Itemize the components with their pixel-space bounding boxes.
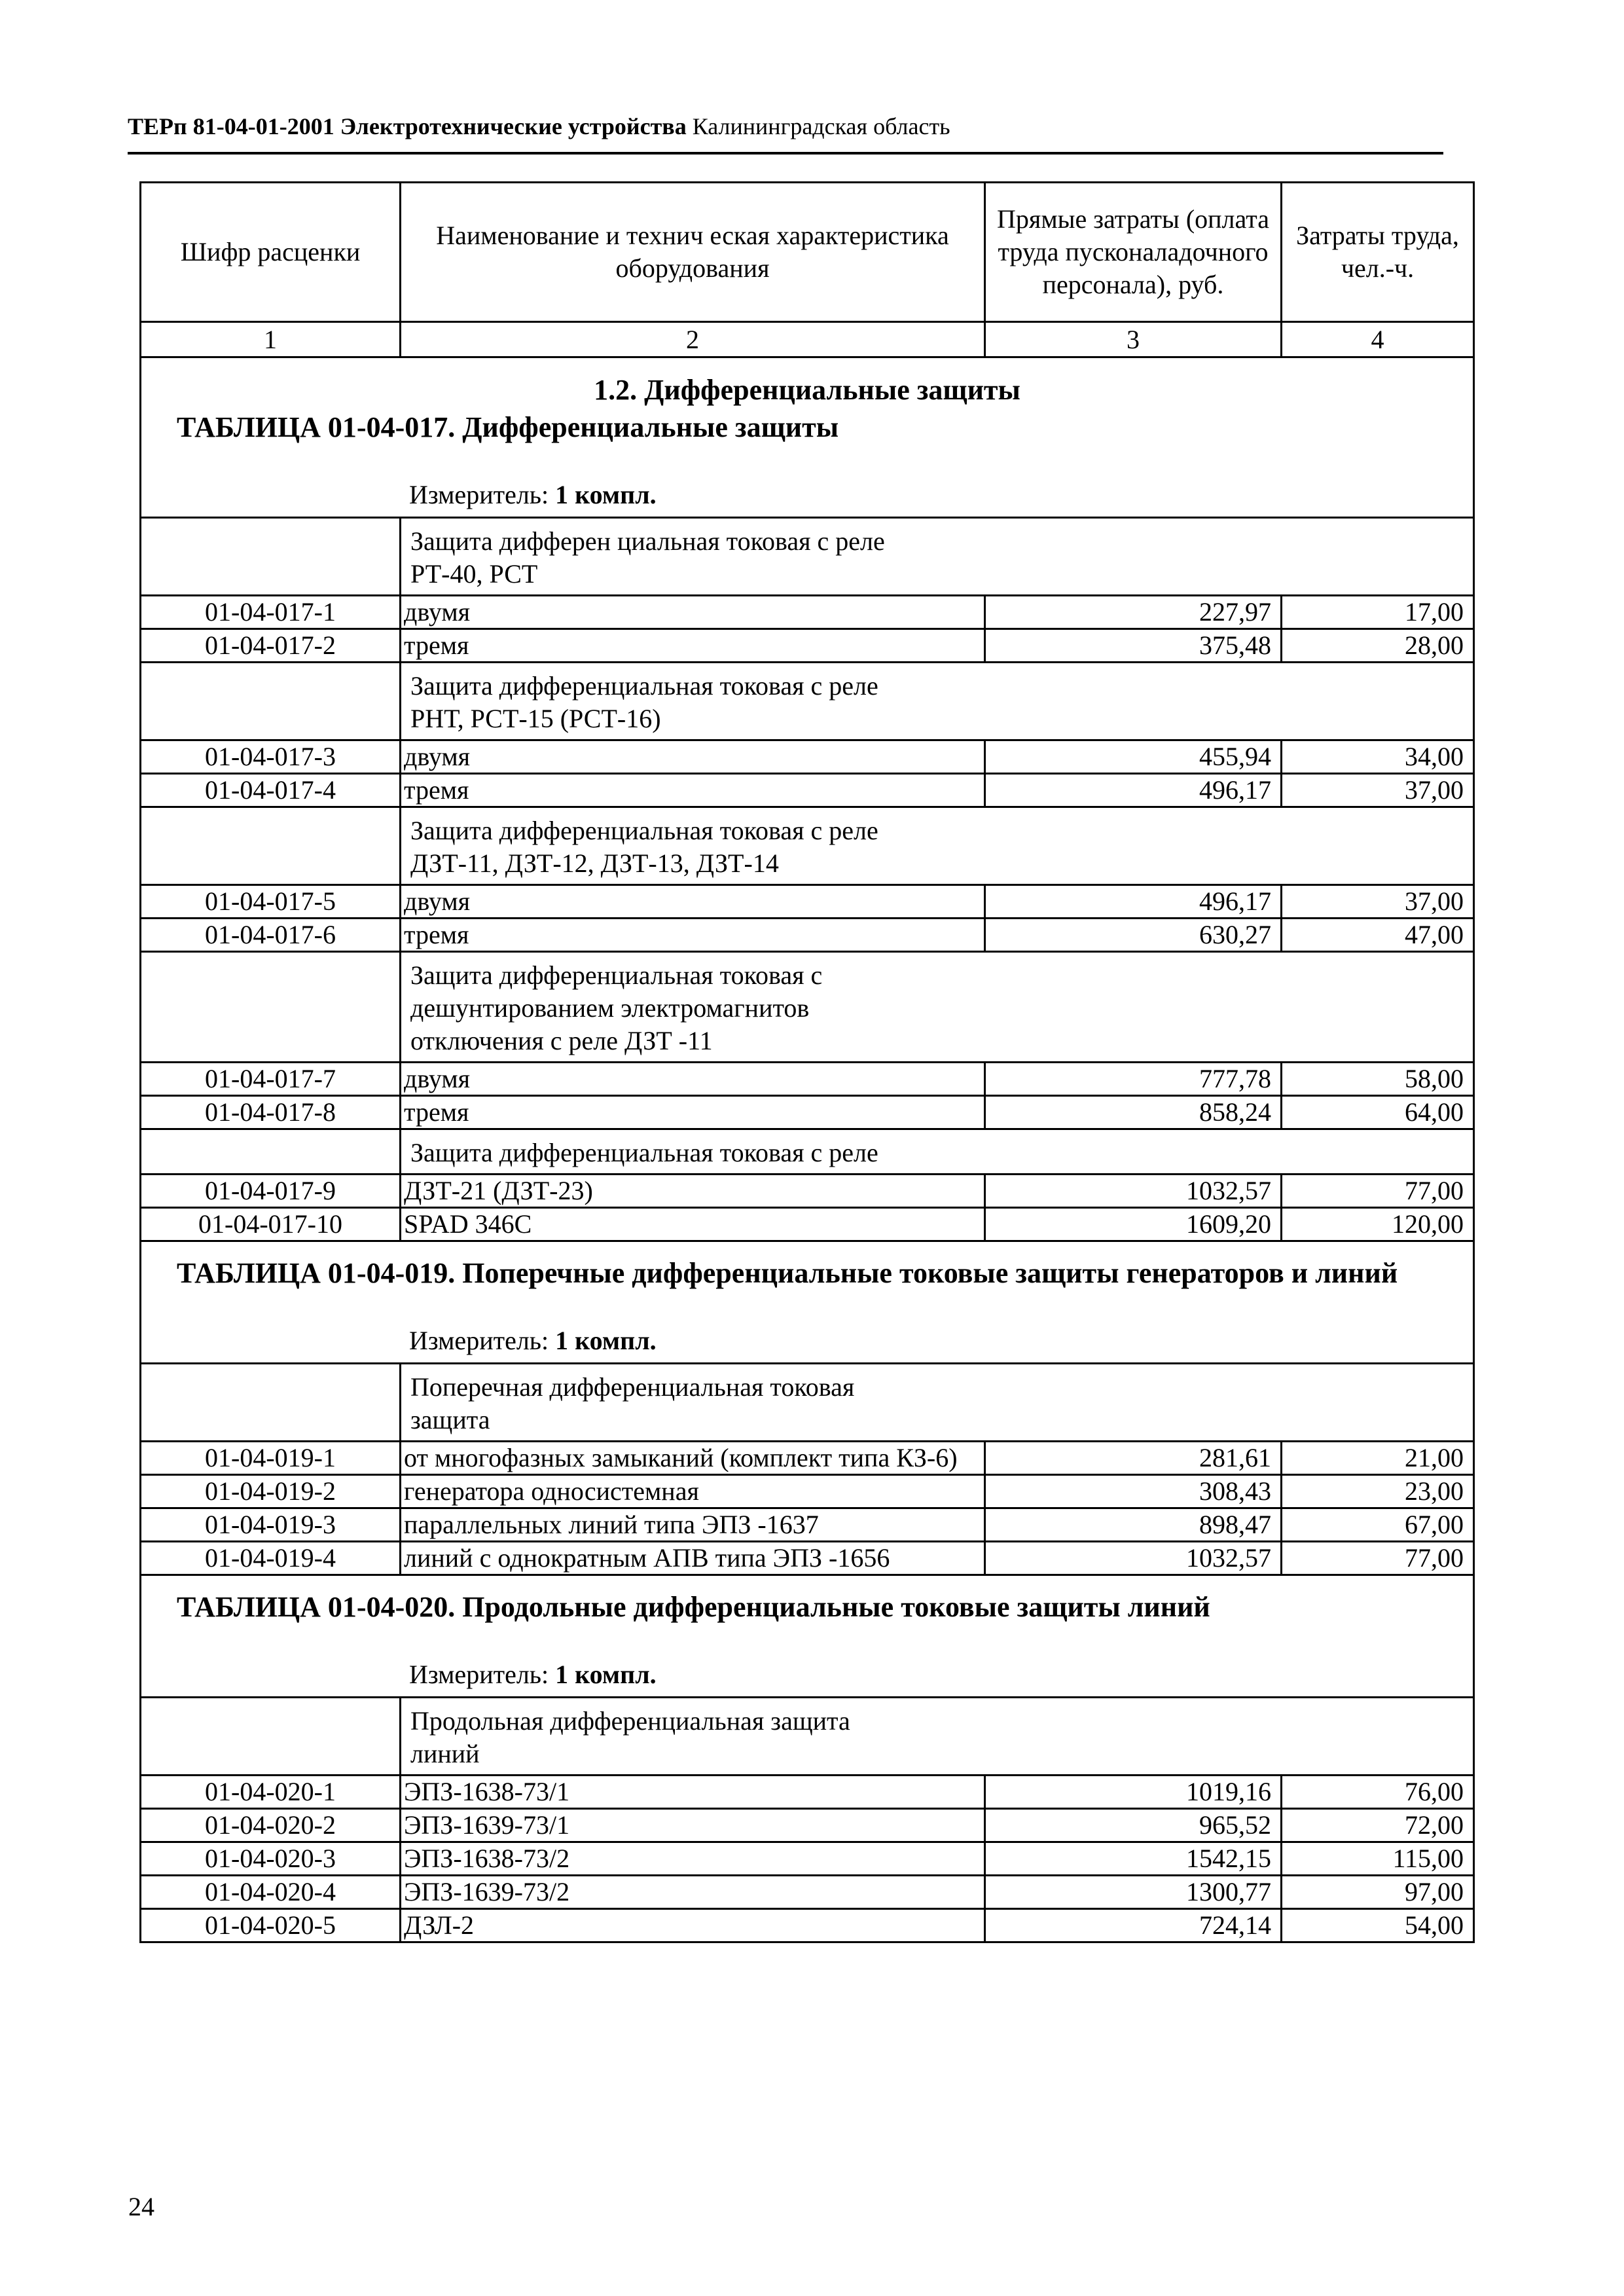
item-description: ЭПЗ-1638-73/1 [401,1776,985,1809]
group-row [141,952,1474,1063]
column-header-cost: Прямые затраты (оплата труда пусконаладочного персонала), руб. [985,183,1282,322]
table-row [141,1776,1474,1809]
meter-line [157,1658,1457,1691]
rate-code: 01-04-017-7 [141,1063,401,1096]
group-row [141,663,1474,740]
item-description: ЭПЗ-1639-73/1 [401,1809,985,1842]
page-number: 24 [128,2192,154,2221]
group-label: Защита дифференциальная токовая с реле РНТ, РСТ-15 (РСТ-16) [410,671,878,733]
item-description: от многофазных замыканий (комплект типа КЗ-6) [401,1442,985,1475]
labor-cost: 34,00 [1282,740,1474,774]
rate-code: 01-04-017-4 [141,774,401,807]
rate-code: 01-04-019-3 [141,1508,401,1542]
labor-cost: 72,00 [1282,1809,1474,1842]
doc-code: ТЕРп 81-04-01-2001 Электротехнические устройства [128,113,687,139]
column-header-name: Наименование и технич еская характеристика оборудования [401,183,985,322]
column-number: 3 [985,322,1282,357]
meter-label: Измеритель: [409,480,549,509]
direct-cost: 375,48 [985,629,1282,663]
direct-cost: 455,94 [985,740,1282,774]
price-table-body [141,183,1474,1942]
group-code-cell [141,1698,401,1776]
group-label: Защита дифференциальная токовая с реле ДЗТ-11, ДЗТ-12, ДЗТ-13, ДЗТ-14 [410,816,878,878]
meter-value: 1 компл. [555,1326,657,1355]
rate-code: 01-04-017-3 [141,740,401,774]
table-row [141,1208,1474,1241]
meter-value: 1 компл. [555,480,657,509]
direct-cost: 1032,57 [985,1175,1282,1208]
group-label: Защита дифференциальная токовая с реле [410,1138,878,1167]
group-row [141,518,1474,596]
column-number: 1 [141,322,401,357]
item-description: ЭПЗ-1638-73/2 [401,1842,985,1876]
table-row [141,919,1474,952]
labor-cost: 17,00 [1282,596,1474,629]
direct-cost: 630,27 [985,919,1282,952]
header-row [141,183,1474,322]
group-label-cell [401,952,1474,1063]
labor-cost: 97,00 [1282,1876,1474,1909]
direct-cost: 496,17 [985,885,1282,919]
section-title: 1.2. Дифференциальные защиты [594,374,1020,406]
group-label: Защита дифферен циальная токовая с реле РТ-40, РСТ [410,526,885,589]
labor-cost: 120,00 [1282,1208,1474,1241]
rate-code: 01-04-017-1 [141,596,401,629]
table-row [141,1909,1474,1942]
item-description: генератора односистемная [401,1475,985,1508]
table-row [141,1475,1474,1508]
labor-cost: 37,00 [1282,774,1474,807]
direct-cost: 1609,20 [985,1208,1282,1241]
group-row [141,1364,1474,1442]
direct-cost: 308,43 [985,1475,1282,1508]
direct-cost: 227,97 [985,596,1282,629]
table-row [141,774,1474,807]
direct-cost: 777,78 [985,1063,1282,1096]
table-section [141,1241,1474,1364]
direct-cost: 858,24 [985,1096,1282,1129]
table-title: ТАБЛИЦА 01-04-019. Поперечные дифференциальные токовые защиты генераторов и линий [177,1257,1398,1289]
meter-label: Измеритель: [409,1660,549,1689]
table-row [141,1809,1474,1842]
price-table [139,181,1475,1943]
item-description: ЭПЗ-1639-73/2 [401,1876,985,1909]
table-section [141,357,1474,518]
table-row [141,885,1474,919]
item-description: линий с однократным АПВ типа ЭПЗ -1656 [401,1542,985,1575]
labor-cost: 21,00 [1282,1442,1474,1475]
table-row [141,596,1474,629]
direct-cost: 724,14 [985,1909,1282,1942]
meter-line [157,1324,1457,1357]
table-title: ТАБЛИЦА 01-04-017. Дифференциальные защиты [177,411,839,443]
table-row [141,1542,1474,1575]
group-label-cell [401,518,1474,596]
item-description: тремя [401,629,985,663]
table-row [141,1063,1474,1096]
group-label-cell [401,807,1474,885]
rate-code: 01-04-020-4 [141,1876,401,1909]
group-code-cell [141,1129,401,1175]
labor-cost: 37,00 [1282,885,1474,919]
group-label: Защита дифференциальная токовая с дешунтированием электромагнитов отключения с реле ДЗТ -11 [410,960,823,1055]
item-description: тремя [401,774,985,807]
group-code-cell [141,1364,401,1442]
column-number: 2 [401,322,985,357]
item-description: двумя [401,740,985,774]
rate-code: 01-04-017-10 [141,1208,401,1241]
labor-cost: 58,00 [1282,1063,1474,1096]
table-row [141,1175,1474,1208]
item-description: двумя [401,885,985,919]
direct-cost: 965,52 [985,1809,1282,1842]
direct-cost: 1032,57 [985,1542,1282,1575]
group-code-cell [141,663,401,740]
rate-code: 01-04-020-3 [141,1842,401,1876]
column-number-row [141,322,1474,357]
group-code-cell [141,952,401,1063]
rate-code: 01-04-017-2 [141,629,401,663]
table-section-row [141,1241,1474,1364]
meter-value: 1 компл. [555,1660,657,1689]
meter-label: Измеритель: [409,1326,549,1355]
rate-code: 01-04-019-4 [141,1542,401,1575]
item-description: тремя [401,1096,985,1129]
column-header-labor: Затраты труда, чел.-ч. [1282,183,1474,322]
rate-code: 01-04-020-1 [141,1776,401,1809]
group-row [141,807,1474,885]
rate-code: 01-04-019-2 [141,1475,401,1508]
labor-cost: 28,00 [1282,629,1474,663]
table-section-row [141,1575,1474,1698]
group-label-cell [401,663,1474,740]
running-header [128,113,1443,155]
labor-cost: 77,00 [1282,1542,1474,1575]
labor-cost: 67,00 [1282,1508,1474,1542]
group-row [141,1698,1474,1776]
rate-code: 01-04-017-5 [141,885,401,919]
table-section-row [141,357,1474,518]
group-code-cell [141,518,401,596]
item-description: ДЗТ-21 (ДЗТ-23) [401,1175,985,1208]
labor-cost: 115,00 [1282,1842,1474,1876]
labor-cost: 64,00 [1282,1096,1474,1129]
group-label-cell [401,1129,1474,1175]
direct-cost: 1542,15 [985,1842,1282,1876]
direct-cost: 1300,77 [985,1876,1282,1909]
table-section [141,1575,1474,1698]
table-row [141,740,1474,774]
table-row [141,1508,1474,1542]
labor-cost: 54,00 [1282,1909,1474,1942]
table-row [141,1442,1474,1475]
group-code-cell [141,807,401,885]
labor-cost: 23,00 [1282,1475,1474,1508]
rate-code: 01-04-017-8 [141,1096,401,1129]
meter-line [157,479,1457,511]
direct-cost: 1019,16 [985,1776,1282,1809]
item-description: двумя [401,1063,985,1096]
group-label: Продольная дифференциальная защита линий [410,1706,850,1768]
column-number: 4 [1282,322,1474,357]
group-row [141,1129,1474,1175]
group-label: Поперечная дифференциальная токовая защита [410,1372,855,1434]
item-description: SPAD 346C [401,1208,985,1241]
item-description: ДЗЛ-2 [401,1909,985,1942]
table-row [141,1876,1474,1909]
group-label-cell [401,1698,1474,1776]
direct-cost: 898,47 [985,1508,1282,1542]
item-description: параллельных линий типа ЭПЗ -1637 [401,1508,985,1542]
item-description: двумя [401,596,985,629]
rate-code: 01-04-017-9 [141,1175,401,1208]
rate-code: 01-04-020-5 [141,1909,401,1942]
table-row [141,1096,1474,1129]
labor-cost: 76,00 [1282,1776,1474,1809]
labor-cost: 77,00 [1282,1175,1474,1208]
rate-code: 01-04-020-2 [141,1809,401,1842]
table-row [141,1842,1474,1876]
table-row [141,629,1474,663]
rate-code: 01-04-017-6 [141,919,401,952]
table-title: ТАБЛИЦА 01-04-020. Продольные дифференциальные токовые защиты линий [177,1591,1210,1623]
rate-code: 01-04-019-1 [141,1442,401,1475]
item-description: тремя [401,919,985,952]
direct-cost: 496,17 [985,774,1282,807]
column-header-code: Шифр расценки [141,183,401,322]
region: Калининградская область [692,113,950,139]
labor-cost: 47,00 [1282,919,1474,952]
direct-cost: 281,61 [985,1442,1282,1475]
group-label-cell [401,1364,1474,1442]
